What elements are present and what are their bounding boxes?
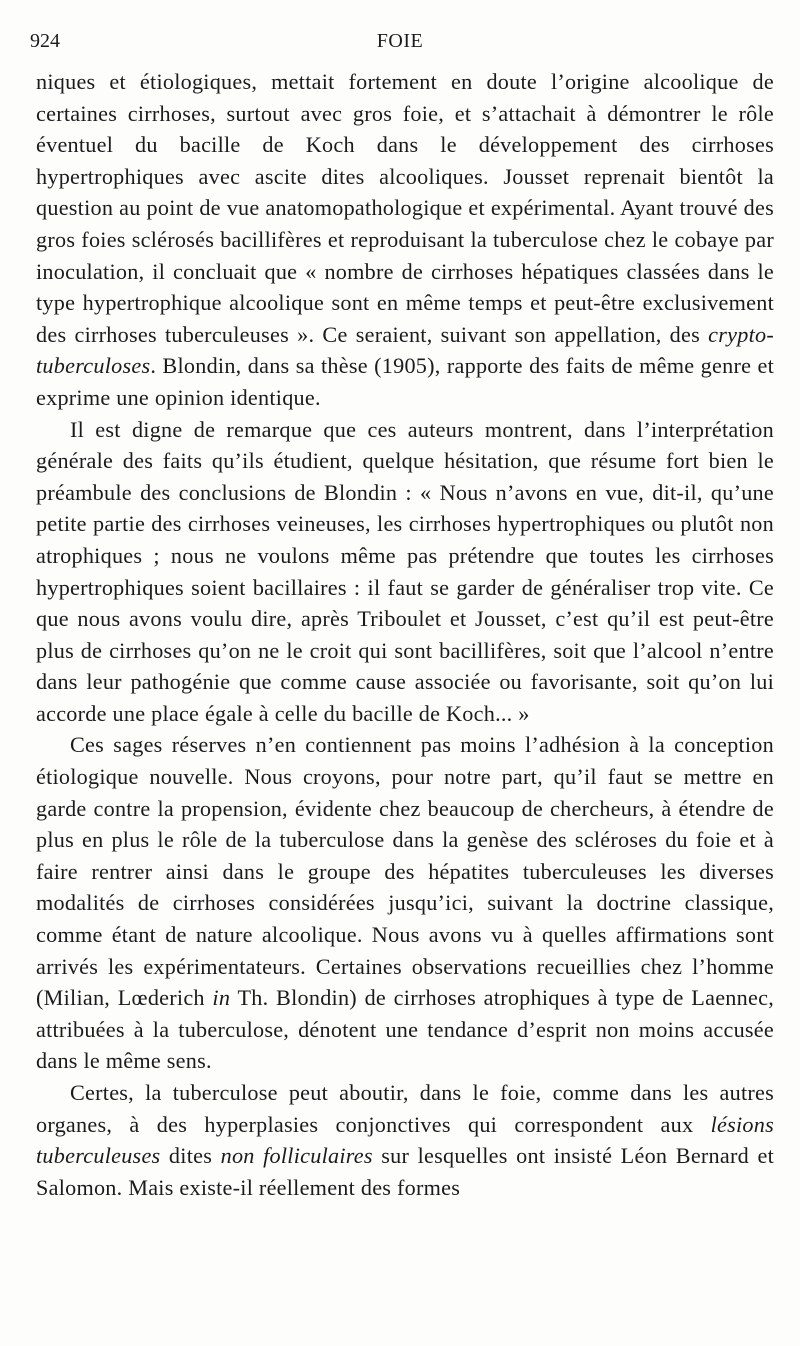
italic-term: lésions tuberculeuses	[36, 1111, 774, 1169]
page-number: 924	[30, 30, 60, 52]
text-run: sur lesquelles ont insisté Léon Bernard et Salomon. Mais existe-il réellement des formes	[36, 1143, 774, 1200]
paragraph	[36, 66, 774, 414]
page-header	[30, 30, 770, 54]
body-text	[36, 66, 774, 1203]
paragraph	[36, 414, 774, 730]
paragraph	[36, 1077, 774, 1203]
running-title: FOIE	[376, 30, 424, 52]
text-run: Ces sages réserves n’en contiennent pas moins l’adhésion à la conception étiologique nouvelle. Nous croyons, pour notre part, qu’il faut se mettre en garde contre la propension, évidente chez beaucoup de chercheurs, à étendre de plus en plus le rôle de la tuberculose dans la genèse des scléroses du foie et à faire rentrer ainsi dans le groupe des hépatites tuberculeuses les diverses modalités de cirrhoses considérées jusqu’ici, suivant la doctrine classique, comme étant de nature alcoolique. Nous avons vu à quelles affirmations sont arrivés les expérimentateurs. Certaines observations recueillies chez l’homme (Milian, Lœderich	[36, 732, 774, 1011]
text-run: dites	[160, 1143, 221, 1169]
paragraph	[36, 729, 774, 1077]
italic-term: crypto-tuberculoses	[36, 321, 774, 379]
italic-term: in	[212, 985, 231, 1011]
text-run: . Blondin, dans sa thèse (1905), rapporte des faits de même genre et exprime une opinion identique.	[36, 353, 774, 410]
text-run: Certes, la tuberculose peut aboutir, dans le foie, comme dans les autres organes, à des hyperplasies conjonctives qui correspondent aux	[36, 1080, 774, 1137]
italic-term: non folliculaires	[220, 1143, 373, 1169]
text-run: Th. Blondin) de cirrhoses atrophiques à type de Laennec, attribuées à la tuberculose, dénotent une tendance d’esprit non moins accusée dans le même sens.	[36, 985, 774, 1074]
text-run: Il est digne de remarque que ces auteurs montrent, dans l’interprétation générale des faits qu’ils étudient, quelque hésitation, que résume fort bien le préambule des conclusions de Blondin : « Nous n’avons en vue, dit-il, qu’une petite partie des cirrhoses veineuses, les cirrhoses hypertrophiques ou plutôt non atrophiques ; nous ne voulons même pas prétendre que toutes les cirrhoses hypertrophiques soient bacillaires : il faut se garder de généraliser trop vite. Ce que nous avons voulu dire, après Triboulet et Jousset, c’est qu’il est peut-être plus de cirrhoses qu’on ne le croit qui sont bacillifères, soit que l’alcool n’entre dans leur pathogénie que comme cause associée ou favorisante, soit qu’on lui accorde une place égale à celle du bacille de Koch... »	[36, 416, 774, 726]
text-run: niques et étiologiques, mettait fortement en doute l’origine alcoolique de certaines cirrhoses, surtout avec gros foie, et s’attachait à démontrer le rôle éventuel du bacille de Koch dans le développement des cirrhoses hypertrophiques avec ascite dites alcooliques. Jousset reprenait bientôt la question au point de vue anatomopathologique et expérimental. Ayant trouvé des gros foies sclérosés bacillifères et reproduisant la tuberculose chez le cobaye par inoculation, il concluait que « nombre de cirrhoses hépatiques classées dans le type hypertrophique alcoolique sont en même temps et peut-être exclusivement des cirrhoses tuberculeuses ». Ce seraient, suivant son appellation, des	[36, 69, 774, 347]
